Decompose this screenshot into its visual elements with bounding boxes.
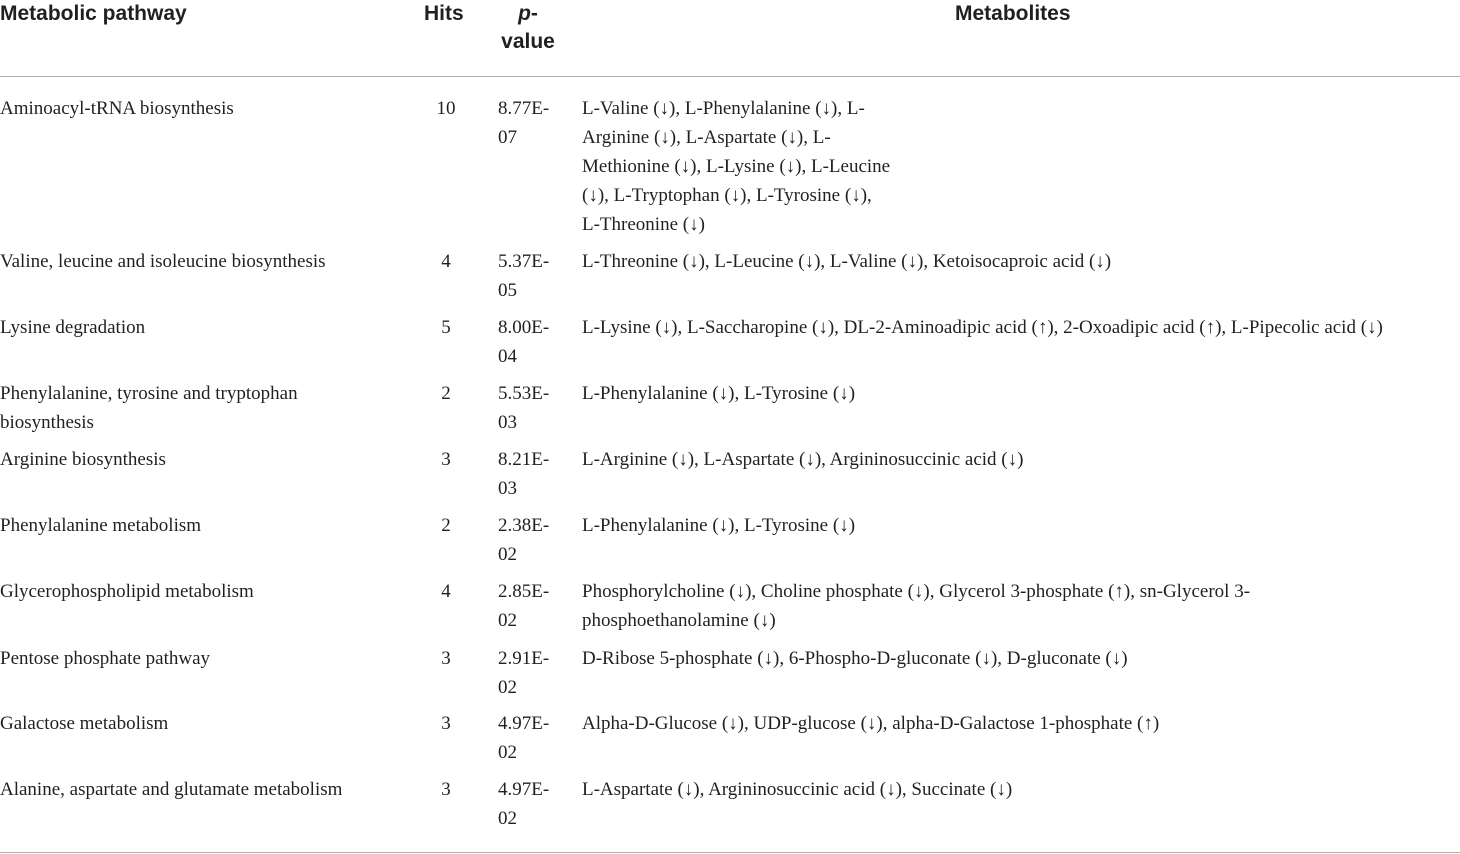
pathway-cell: Alanine, aspartate and glutamate metabolism (0, 779, 343, 800)
pathway-cell: Glycerophospholipid metabolism (0, 581, 254, 602)
pathway-cell: Pentose phosphate pathway (0, 648, 211, 669)
hits-cell: 3 (441, 713, 451, 734)
hits-cell: 5 (441, 317, 451, 338)
metabolites-cell: L-Phenylalanine (↓), L-Tyrosine (↓) (582, 515, 856, 536)
header-metabolic-pathway: Metabolic pathway (0, 2, 187, 25)
header-metabolites: Metabolites (955, 2, 1071, 25)
p-value-cell: 2.85E-02 (498, 581, 550, 631)
metabolites-cell: L-Lysine (↓), L-Saccharopine (↓), DL-2-Aminoadipic acid (↑), 2-Oxoadipic acid (↑), L-Pipecolic acid (↓) (582, 317, 1383, 338)
pathway-cell: Valine, leucine and isoleucine biosynthesis (0, 251, 326, 272)
header-p-value-rest: -value (501, 2, 555, 53)
metabolites-cell: L-Valine (↓), L-Phenylalanine (↓), L-Arginine (↓), L-Aspartate (↓), L-Methionine (↓), L-Lysine (↓), L-Leucine (↓), L-Tryptophan (↓), L-Tyrosine (↓), L-Threonine (↓) (582, 98, 891, 235)
hits-cell: 3 (441, 648, 451, 669)
hits-cell: 4 (441, 581, 451, 602)
pathway-cell: Phenylalanine, tyrosine and tryptophan biosynthesis (0, 383, 298, 433)
metabolites-cell: L-Aspartate (↓), Argininosuccinic acid (↓), Succinate (↓) (582, 779, 1013, 800)
pathway-cell: Lysine degradation (0, 317, 146, 338)
hits-cell: 2 (441, 383, 451, 404)
metabolites-cell: L-Phenylalanine (↓), L-Tyrosine (↓) (582, 383, 856, 404)
metabolites-cell: Alpha-D-Glucose (↓), UDP-glucose (↓), alpha-D-Galactose 1-phosphate (↑) (582, 713, 1160, 734)
header-divider (0, 76, 1460, 77)
metabolites-cell: D-Ribose 5-phosphate (↓), 6-Phospho-D-gluconate (↓), D-gluconate (↓) (582, 648, 1128, 669)
hits-cell: 2 (441, 515, 451, 536)
header-p-letter: p (518, 2, 531, 25)
metabolites-cell: L-Threonine (↓), L-Leucine (↓), L-Valine (↓), Ketoisocaproic acid (↓) (582, 251, 1112, 272)
header-hits: Hits (424, 2, 464, 25)
p-value-cell: 8.21E-03 (498, 449, 550, 499)
p-value-cell: 2.91E-02 (498, 648, 550, 698)
p-value-cell: 4.97E-02 (498, 779, 550, 829)
table-bottom-rule (0, 852, 1460, 853)
pathway-cell: Phenylalanine metabolism (0, 515, 202, 536)
hits-cell: 10 (436, 98, 456, 119)
hits-cell: 3 (441, 449, 451, 470)
p-value-cell: 8.77E-07 (498, 98, 550, 148)
p-value-cell: 8.00E-04 (498, 317, 550, 367)
p-value-cell: 5.37E-05 (498, 251, 550, 301)
p-value-cell: 5.53E-03 (498, 383, 550, 433)
metabolites-cell: Phosphorylcholine (↓), Choline phosphate (↓), Glycerol 3-phosphate (↑), sn-Glycerol 3-phosphoethanolamine (↓) (582, 581, 1251, 631)
pathway-cell: Galactose metabolism (0, 713, 169, 734)
hits-cell: 4 (441, 251, 451, 272)
hits-cell: 3 (441, 779, 451, 800)
header-p-value (496, 0, 560, 56)
p-value-cell: 2.38E-02 (498, 515, 550, 565)
p-value-cell: 4.97E-02 (498, 713, 550, 763)
pathway-cell: Aminoacyl-tRNA biosynthesis (0, 98, 234, 119)
pathway-cell: Arginine biosynthesis (0, 449, 166, 470)
metabolites-cell: L-Arginine (↓), L-Aspartate (↓), Argininosuccinic acid (↓) (582, 449, 1024, 470)
